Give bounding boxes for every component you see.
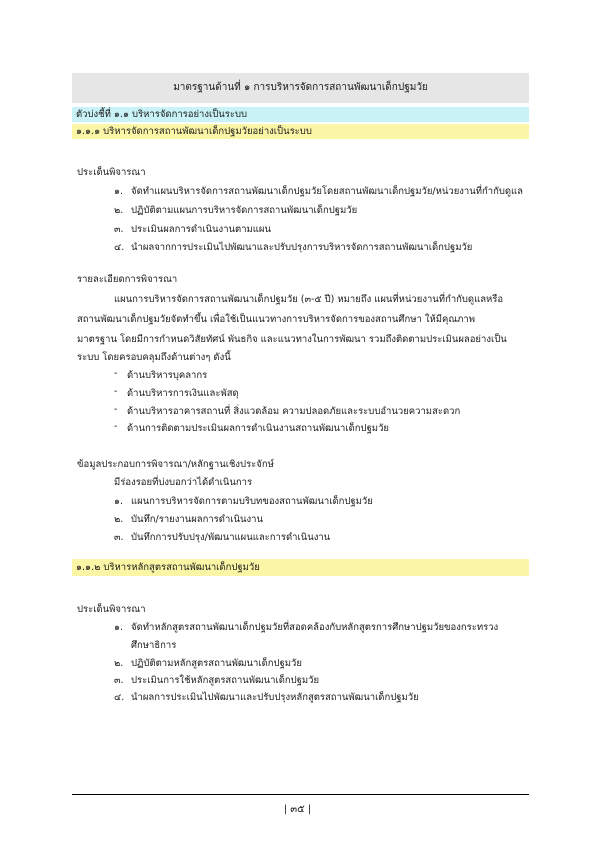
list-item-number: ๔.: [114, 692, 125, 703]
list-item-number: ๔.: [114, 242, 125, 253]
details-paragraph-line: ระบบ โดยครอบคลุมถึงด้านต่างๆ ดังนี้: [77, 352, 231, 363]
list-item: จัดทำแผนบริหารจัดการสถานพัฒนาเด็กปฐมวัยโดยสถานพัฒนาเด็กปฐมวัย/หน่วยงานที่กำกับดูแล: [131, 186, 523, 197]
standard-title: มาตรฐานด้านที่ ๑ การบริหารจัดการสถานพัฒนาเด็กปฐมวัย: [72, 73, 529, 103]
bullet-dash: -: [114, 421, 118, 432]
considerations-heading: ประเด็นพิจารณา: [77, 604, 146, 615]
aspect-item: ด้านบริหารอาคารสถานที่ สิ่งแวดล้อม ความปลอดภัยและระบบอำนวยความสะดวก: [127, 406, 461, 417]
aspect-item: ด้านบริหารบุคลากร: [127, 370, 208, 381]
evidence-item: แผนการบริหารจัดการตามบริบทของสถานพัฒนาเด็กปฐมวัย: [131, 496, 373, 507]
list-item: จัดทำหลักสูตรสถานพัฒนาเด็กปฐมวัยที่สอดคล้องกับหลักสูตรการศึกษาปฐมวัยของกระทรวง: [131, 622, 499, 633]
subitem-heading-1-1-1: ๑.๑.๑ บริหารจัดการสถานพัฒนาเด็กปฐมวัยอย่างเป็นระบบ: [72, 124, 529, 139]
list-item-number: ๓.: [114, 675, 124, 686]
subitem-heading-1-1-2: ๑.๑.๒ บริหารหลักสูตรสถานพัฒนาเด็กปฐมวัย: [72, 559, 529, 576]
list-item-number: ๒.: [114, 658, 124, 669]
aspect-item: ด้านบริหารการเงินและพัสดุ: [127, 388, 239, 399]
list-item-number: ๓.: [114, 224, 124, 235]
list-item: ประเมินการใช้หลักสูตรสถานพัฒนาเด็กปฐมวัย: [131, 675, 320, 686]
list-item: นำผลจากการประเมินไปพัฒนาและปรับปรุงการบริหารจัดการสถานพัฒนาเด็กปฐมวัย: [131, 242, 473, 253]
list-item-number: ๑.: [114, 496, 124, 507]
bullet-dash: -: [114, 386, 118, 397]
details-heading: รายละเอียดการพิจารณา: [77, 274, 178, 285]
details-paragraph-line: มาตรฐาน โดยมีการกำหนดวิสัยทัศน์ พันธกิจ และแนวทางในการพัฒนา รวมถึงติดตามประเมินผลอย่างเป็น: [77, 334, 507, 345]
list-item: ปฏิบัติตามหลักสูตรสถานพัฒนาเด็กปฐมวัย: [131, 658, 302, 669]
evidence-item: บันทึกการปรับปรุง/พัฒนาแผนและการดำเนินงาน: [131, 532, 331, 543]
list-item-number: ๑.: [114, 622, 124, 633]
bullet-dash: -: [114, 404, 118, 415]
page-number: | ๓๕ |: [283, 804, 312, 815]
footer-divider: [72, 794, 529, 795]
list-item-number: ๒.: [114, 514, 124, 525]
indicator-heading: ตัวบ่งชี้ที่ ๑.๑ บริหารจัดการอย่างเป็นระบบ: [72, 107, 529, 122]
list-item-number: ๑.: [114, 186, 124, 197]
evidence-heading: ข้อมูลประกอบการพิจารณา/หลักฐานเชิงประจักษ์: [77, 459, 274, 470]
considerations-heading: ประเด็นพิจารณา: [77, 167, 146, 178]
details-paragraph-line: แผนการบริหารจัดการสถานพัฒนาเด็กปฐมวัย (๓-๕ ปี) หมายถึง แผนที่หน่วยงานที่กำกับดูแลหรือ: [114, 294, 504, 305]
list-item: นำผลการประเมินไปพัฒนาและปรับปรุงหลักสูตรสถานพัฒนาเด็กปฐมวัย: [131, 692, 419, 703]
evidence-item: บันทึก/รายงานผลการดำเนินงาน: [131, 514, 263, 525]
list-item-continuation: ศึกษาธิการ: [131, 640, 177, 651]
details-paragraph-line: สถานพัฒนาเด็กปฐมวัยจัดทำขึ้น เพื่อใช้เป็นแนวทางการบริหารจัดการของสถานศึกษา ให้มีคุณภาพ: [77, 314, 476, 325]
list-item: ประเมินผลการดำเนินงานตามแผน: [131, 224, 271, 235]
bullet-dash: -: [114, 368, 118, 379]
list-item: ปฏิบัติตามแผนการบริหารจัดการสถานพัฒนาเด็กปฐมวัย: [131, 205, 358, 216]
evidence-intro: มีร่องรอยที่บ่งบอกว่าได้ดำเนินการ: [114, 477, 253, 488]
list-item-number: ๓.: [114, 532, 124, 543]
list-item-number: ๒.: [114, 205, 124, 216]
aspect-item: ด้านการติดตามประเมินผลการดำเนินงานสถานพัฒนาเด็กปฐมวัย: [127, 423, 389, 434]
